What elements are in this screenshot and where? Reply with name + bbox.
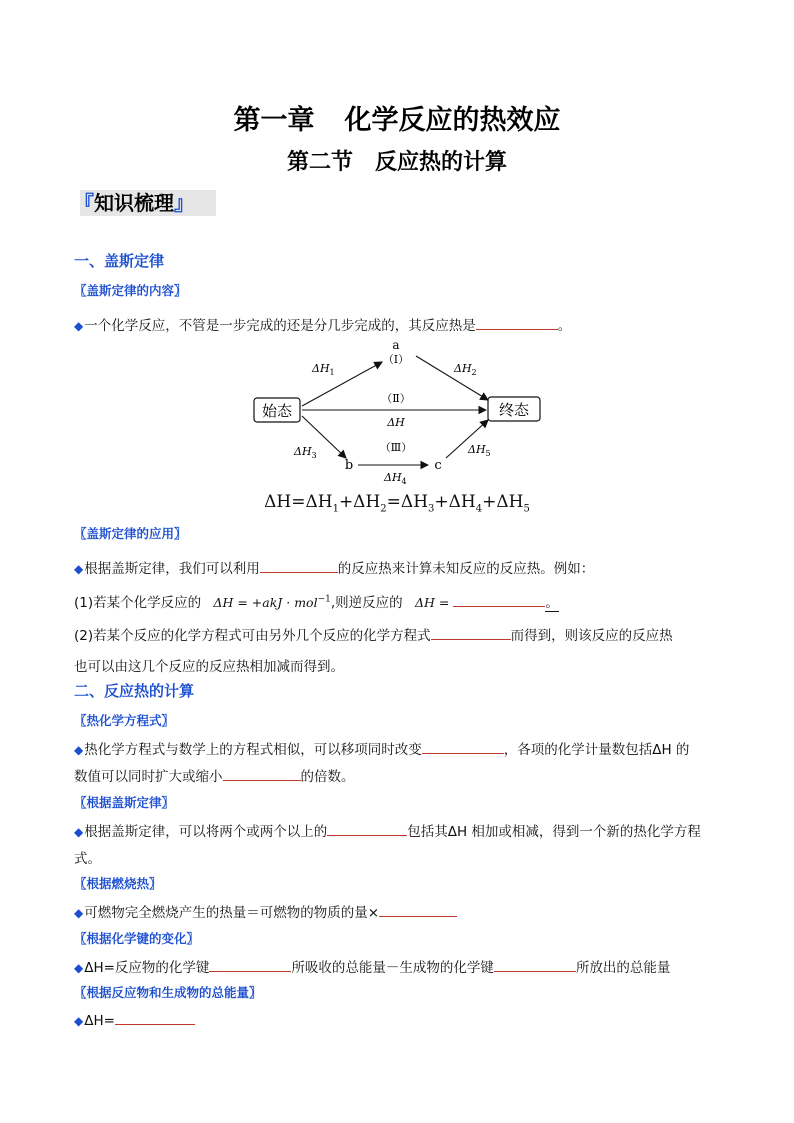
sub-hess-application: 〖盖斯定律的应用〗 bbox=[74, 526, 187, 541]
section-name: 反应热的计算 bbox=[375, 150, 508, 175]
label-dH5: $\Delta H_5$ bbox=[468, 443, 491, 458]
diamond-icon: ◆ bbox=[74, 562, 84, 576]
para-by-hess-law-cont: 式。 bbox=[74, 851, 101, 867]
fill-blank[interactable] bbox=[223, 766, 301, 781]
section-number: 第二节 bbox=[286, 150, 353, 175]
label-dH2: $\Delta H_2$ bbox=[454, 362, 477, 377]
end-state-label: 终态 bbox=[498, 401, 530, 419]
diamond-icon: ◆ bbox=[74, 906, 84, 920]
heading-heat-calculation: 二、反应热的计算 bbox=[74, 682, 195, 700]
section-title bbox=[0, 145, 794, 176]
chapter-title bbox=[0, 98, 794, 137]
start-state-label: 始态 bbox=[261, 402, 293, 420]
banner-label: 知识梳理 bbox=[94, 191, 174, 215]
arrow-a-to-end bbox=[416, 356, 488, 400]
para-by-total-energy: ◆ΔH= bbox=[74, 1010, 195, 1029]
diamond-icon: ◆ bbox=[74, 743, 84, 757]
fill-blank[interactable] bbox=[209, 957, 291, 972]
fill-blank[interactable] bbox=[476, 315, 558, 330]
para-by-combustion-heat: ◆可燃物完全燃烧产生的热量＝可燃物的物质的量× bbox=[74, 901, 457, 921]
sub-by-hess-law: 〖根据盖斯定律〗 bbox=[74, 795, 175, 810]
label-dH: ΔH bbox=[387, 416, 405, 429]
banner-close-bracket: 』 bbox=[174, 191, 194, 215]
node-b: b bbox=[344, 458, 354, 473]
para-by-bond-change: ◆ΔH=反应物的化学键 所吸收的总能量－生成物的化学键 所放出的总能量 bbox=[74, 956, 670, 976]
label-dH4: $\Delta H_4$ bbox=[384, 471, 407, 486]
para-thermochemical-equation: ◆热化学方程式与数学上的方程式相似，可以移项同时改变 ，各项的化学计量数包括ΔH 的 bbox=[74, 738, 689, 758]
fill-blank[interactable] bbox=[422, 739, 504, 754]
diamond-icon: ◆ bbox=[74, 1014, 84, 1028]
knowledge-banner bbox=[74, 184, 194, 216]
sub-by-bond-change: 〖根据化学键的变化〗 bbox=[74, 931, 200, 946]
fill-blank[interactable] bbox=[260, 558, 338, 573]
heading-hess-law: 一、盖斯定律 bbox=[74, 252, 165, 270]
chapter-number: 第一章 bbox=[233, 105, 315, 136]
banner-open-bracket: 『 bbox=[74, 191, 94, 215]
fill-blank[interactable] bbox=[379, 902, 457, 917]
diamond-icon: ◆ bbox=[74, 825, 84, 839]
fill-blank[interactable] bbox=[115, 1010, 195, 1025]
chapter-name: 化学反应的热效应 bbox=[344, 105, 561, 136]
para-example-1: (1)若某个化学反应的 ΔH = +akJ · mol$^{-1}$,则逆反应的 ΔH = 。 bbox=[74, 591, 559, 611]
hess-cycle-diagram bbox=[248, 338, 548, 488]
diamond-icon: ◆ bbox=[74, 319, 84, 333]
sub-hess-content: 〖盖斯定律的内容〗 bbox=[74, 283, 187, 298]
sub-by-combustion-heat: 〖根据燃烧热〗 bbox=[74, 876, 162, 891]
fill-blank[interactable] bbox=[494, 957, 576, 972]
node-a: a bbox=[392, 338, 400, 352]
route-3-label: （Ⅲ） bbox=[379, 441, 413, 454]
fill-blank[interactable] bbox=[327, 821, 407, 836]
sub-by-total-energy: 〖根据反应物和生成物的总能量〗 bbox=[74, 985, 262, 1000]
diamond-icon: ◆ bbox=[74, 961, 84, 975]
route-2-label: （Ⅱ） bbox=[381, 392, 411, 405]
para-example-2: (2)若某个反应的化学方程式可由另外几个反应的化学方程式 而得到，则该反应的反应热 bbox=[74, 624, 673, 644]
label-dH3: $\Delta H_3$ bbox=[294, 445, 317, 460]
node-c: c bbox=[434, 458, 442, 473]
para-hess-application: ◆根据盖斯定律，我们可以利用 的反应热来计算未知反应的反应热。例如： bbox=[74, 557, 594, 577]
para-thermochemical-equation-cont: 数值可以同时扩大或缩小 的倍数。 bbox=[74, 765, 355, 785]
para-by-hess-law: ◆根据盖斯定律，可以将两个或两个以上的 包括其ΔH 相加或相减，得到一个新的热化学方程 bbox=[74, 820, 701, 840]
label-dH1: $\Delta H_1$ bbox=[312, 362, 335, 377]
para-example-2-cont: 也可以由这几个反应的反应热相加减而得到。 bbox=[74, 659, 344, 675]
hess-formula: $\Delta H=\Delta H_1+\Delta H_2=\Delta H_3+\Delta H_4+\Delta H_5$ bbox=[264, 492, 530, 515]
para-hess-content: ◆一个化学反应，不管是一步完成的还是分几步完成的，其反应热是 。 bbox=[74, 314, 571, 334]
fill-blank[interactable] bbox=[431, 625, 511, 640]
fill-blank[interactable] bbox=[453, 592, 545, 607]
sub-thermochemical-equation: 〖热化学方程式〗 bbox=[74, 713, 175, 728]
route-1-label: （Ⅰ） bbox=[382, 353, 410, 366]
